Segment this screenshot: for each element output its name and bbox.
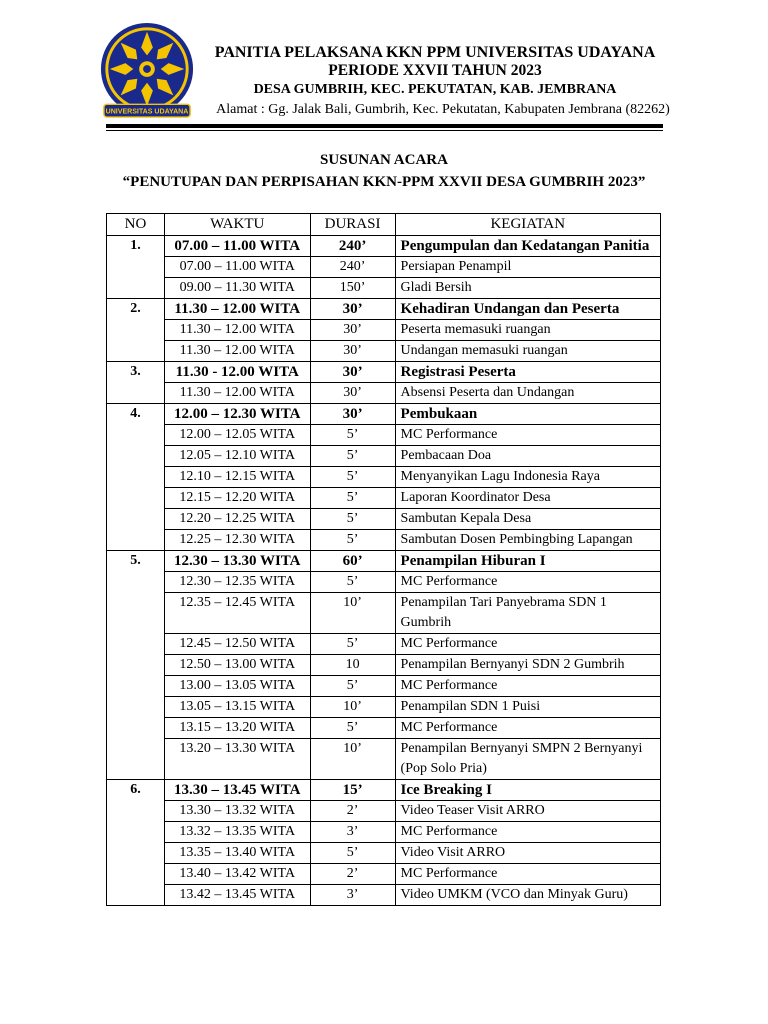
cell-durasi: 30’ xyxy=(310,362,395,383)
cell-waktu: 13.00 – 13.05 WITA xyxy=(164,676,310,697)
letterhead-thick-rule xyxy=(106,124,663,128)
cell-kegiatan: Penampilan Tari Panyebrama SDN 1 Gumbrih xyxy=(395,593,660,634)
header-kegiatan: KEGIATAN xyxy=(395,214,660,236)
cell-durasi: 5’ xyxy=(310,530,395,551)
cell-kegiatan: Pembukaan xyxy=(395,404,660,425)
cell-kegiatan: MC Performance xyxy=(395,676,660,697)
cell-waktu: 13.30 – 13.32 WITA xyxy=(164,801,310,822)
table-row xyxy=(107,676,661,697)
cell-kegiatan: Absensi Peserta dan Undangan xyxy=(395,383,660,404)
cell-durasi: 2’ xyxy=(310,801,395,822)
cell-durasi: 30’ xyxy=(310,404,395,425)
cell-kegiatan: MC Performance xyxy=(395,572,660,593)
cell-no: 2. xyxy=(107,299,165,320)
cell-kegiatan: Penampilan Hiburan I xyxy=(395,551,660,572)
header-no: NO xyxy=(107,214,165,236)
table-row xyxy=(107,593,661,634)
table-row xyxy=(107,843,661,864)
cell-kegiatan: Pembacaan Doa xyxy=(395,446,660,467)
cell-waktu: 11.30 – 12.00 WITA xyxy=(164,320,310,341)
schedule-table xyxy=(106,213,661,906)
cell-no: 5. xyxy=(107,551,165,572)
table-row xyxy=(107,236,661,257)
cell-waktu: 12.50 – 13.00 WITA xyxy=(164,655,310,676)
cell-no xyxy=(107,801,165,822)
cell-durasi: 5’ xyxy=(310,718,395,739)
cell-waktu: 13.40 – 13.42 WITA xyxy=(164,864,310,885)
cell-no: 6. xyxy=(107,780,165,801)
cell-durasi: 30’ xyxy=(310,341,395,362)
cell-waktu: 13.42 – 13.45 WITA xyxy=(164,885,310,906)
cell-no xyxy=(107,446,165,467)
cell-waktu: 11.30 – 12.00 WITA xyxy=(164,299,310,320)
cell-no xyxy=(107,278,165,299)
cell-no xyxy=(107,530,165,551)
cell-durasi: 15’ xyxy=(310,780,395,801)
cell-kegiatan: Peserta memasuki ruangan xyxy=(395,320,660,341)
cell-no xyxy=(107,634,165,655)
cell-durasi: 5’ xyxy=(310,634,395,655)
cell-durasi: 5’ xyxy=(310,467,395,488)
cell-no xyxy=(107,572,165,593)
cell-waktu: 11.30 – 12.00 WITA xyxy=(164,341,310,362)
table-row xyxy=(107,299,661,320)
cell-kegiatan: Persiapan Penampil xyxy=(395,257,660,278)
cell-no xyxy=(107,383,165,404)
cell-waktu: 12.10 – 12.15 WITA xyxy=(164,467,310,488)
cell-waktu: 12.00 – 12.30 WITA xyxy=(164,404,310,425)
cell-kegiatan: Sambutan Kepala Desa xyxy=(395,509,660,530)
cell-no xyxy=(107,320,165,341)
cell-waktu: 12.05 – 12.10 WITA xyxy=(164,446,310,467)
cell-waktu: 13.30 – 13.45 WITA xyxy=(164,780,310,801)
table-row xyxy=(107,634,661,655)
cell-kegiatan: Undangan memasuki ruangan xyxy=(395,341,660,362)
cell-durasi: 5’ xyxy=(310,572,395,593)
cell-durasi: 10’ xyxy=(310,593,395,634)
table-row xyxy=(107,320,661,341)
cell-waktu: 13.15 – 13.20 WITA xyxy=(164,718,310,739)
cell-durasi: 3’ xyxy=(310,885,395,906)
cell-durasi: 30’ xyxy=(310,383,395,404)
table-row xyxy=(107,572,661,593)
logo-text: UNIVERSITAS UDAYANA xyxy=(105,108,189,116)
table-row xyxy=(107,425,661,446)
table-row xyxy=(107,383,661,404)
doc-subtitle: “PENUTUPAN DAN PERPISAHAN KKN-PPM XXVII DESA GUMBRIH 2023” xyxy=(122,174,646,190)
cell-durasi: 5’ xyxy=(310,843,395,864)
cell-waktu: 12.25 – 12.30 WITA xyxy=(164,530,310,551)
cell-kegiatan: Penampilan SDN 1 Puisi xyxy=(395,697,660,718)
cell-no xyxy=(107,509,165,530)
table-row xyxy=(107,488,661,509)
table-row xyxy=(107,885,661,906)
cell-durasi: 240’ xyxy=(310,236,395,257)
cell-no xyxy=(107,864,165,885)
letterhead xyxy=(170,44,700,119)
cell-kegiatan: MC Performance xyxy=(395,718,660,739)
cell-waktu: 12.30 – 12.35 WITA xyxy=(164,572,310,593)
cell-durasi: 150’ xyxy=(310,278,395,299)
cell-waktu: 12.30 – 13.30 WITA xyxy=(164,551,310,572)
cell-no xyxy=(107,425,165,446)
cell-no xyxy=(107,655,165,676)
cell-durasi: 30’ xyxy=(310,299,395,320)
doc-title: SUSUNAN ACARA xyxy=(320,152,448,168)
cell-durasi: 10’ xyxy=(310,739,395,780)
cell-no xyxy=(107,676,165,697)
letterhead-line3: DESA GUMBRIH, KEC. PEKUTATAN, KAB. JEMBRANA xyxy=(253,82,617,97)
cell-waktu: 12.45 – 12.50 WITA xyxy=(164,634,310,655)
cell-durasi: 5’ xyxy=(310,676,395,697)
cell-waktu: 11.30 – 12.00 WITA xyxy=(164,383,310,404)
table-row xyxy=(107,551,661,572)
cell-durasi: 30’ xyxy=(310,320,395,341)
cell-durasi: 5’ xyxy=(310,446,395,467)
cell-durasi: 10 xyxy=(310,655,395,676)
cell-kegiatan: Video Teaser Visit ARRO xyxy=(395,801,660,822)
cell-waktu: 09.00 – 11.30 WITA xyxy=(164,278,310,299)
letterhead-line1: PANITIA PELAKSANA KKN PPM UNIVERSITAS UDAYANA xyxy=(214,44,656,61)
table-row xyxy=(107,257,661,278)
cell-durasi: 10’ xyxy=(310,697,395,718)
cell-waktu: 13.32 – 13.35 WITA xyxy=(164,822,310,843)
cell-waktu: 12.15 – 12.20 WITA xyxy=(164,488,310,509)
cell-kegiatan: Penampilan Bernyanyi SDN 2 Gumbrih xyxy=(395,655,660,676)
cell-kegiatan: Gladi Bersih xyxy=(395,278,660,299)
table-row xyxy=(107,822,661,843)
cell-waktu: 07.00 – 11.00 WITA xyxy=(164,257,310,278)
cell-no: 3. xyxy=(107,362,165,383)
table-row xyxy=(107,404,661,425)
cell-durasi: 60’ xyxy=(310,551,395,572)
cell-kegiatan: Menyanyikan Lagu Indonesia Raya xyxy=(395,467,660,488)
cell-durasi: 240’ xyxy=(310,257,395,278)
cell-no xyxy=(107,843,165,864)
table-row xyxy=(107,864,661,885)
cell-no xyxy=(107,257,165,278)
table-row xyxy=(107,530,661,551)
cell-waktu: 12.00 – 12.05 WITA xyxy=(164,425,310,446)
table-header-row xyxy=(107,214,661,236)
cell-no xyxy=(107,467,165,488)
cell-waktu: 07.00 – 11.00 WITA xyxy=(164,236,310,257)
cell-waktu: 12.20 – 12.25 WITA xyxy=(164,509,310,530)
letterhead-thin-rule xyxy=(106,130,663,131)
cell-waktu: 13.05 – 13.15 WITA xyxy=(164,697,310,718)
table-row xyxy=(107,341,661,362)
cell-durasi: 3’ xyxy=(310,822,395,843)
cell-kegiatan: Kehadiran Undangan dan Peserta xyxy=(395,299,660,320)
cell-kegiatan: Penampilan Bernyanyi SMPN 2 Bernyanyi (Pop Solo Pria) xyxy=(395,739,660,780)
table-row xyxy=(107,509,661,530)
cell-durasi: 5’ xyxy=(310,509,395,530)
cell-kegiatan: MC Performance xyxy=(395,864,660,885)
cell-durasi: 2’ xyxy=(310,864,395,885)
cell-no xyxy=(107,822,165,843)
cell-no xyxy=(107,341,165,362)
cell-kegiatan: Sambutan Dosen Pembingbing Lapangan xyxy=(395,530,660,551)
cell-kegiatan: Pengumpulan dan Kedatangan Panitia xyxy=(395,236,660,257)
cell-waktu: 13.35 – 13.40 WITA xyxy=(164,843,310,864)
cell-waktu: 11.30 - 12.00 WITA xyxy=(164,362,310,383)
cell-kegiatan: Video UMKM (VCO dan Minyak Guru) xyxy=(395,885,660,906)
cell-durasi: 5’ xyxy=(310,425,395,446)
cell-kegiatan: Registrasi Peserta xyxy=(395,362,660,383)
header-durasi: DURASI xyxy=(310,214,395,236)
cell-kegiatan: Laporan Koordinator Desa xyxy=(395,488,660,509)
cell-no: 4. xyxy=(107,404,165,425)
table-row xyxy=(107,467,661,488)
cell-kegiatan: Ice Breaking I xyxy=(395,780,660,801)
cell-no xyxy=(107,885,165,906)
cell-kegiatan: MC Performance xyxy=(395,634,660,655)
cell-waktu: 12.35 – 12.45 WITA xyxy=(164,593,310,634)
table-row xyxy=(107,780,661,801)
cell-waktu: 13.20 – 13.30 WITA xyxy=(164,739,310,780)
table-row xyxy=(107,655,661,676)
cell-no: 1. xyxy=(107,236,165,257)
table-row xyxy=(107,362,661,383)
table-row xyxy=(107,446,661,467)
cell-kegiatan: MC Performance xyxy=(395,425,660,446)
letterhead-address: Alamat : Gg. Jalak Bali, Gumbrih, Kec. Pekutatan, Kabupaten Jembrana (82262) xyxy=(216,102,670,117)
cell-no xyxy=(107,697,165,718)
table-row xyxy=(107,718,661,739)
table-row xyxy=(107,278,661,299)
table-row xyxy=(107,739,661,780)
cell-kegiatan: MC Performance xyxy=(395,822,660,843)
cell-no xyxy=(107,488,165,509)
cell-no xyxy=(107,739,165,780)
letterhead-line2: PERIODE XXVII TAHUN 2023 xyxy=(328,62,542,79)
table-row xyxy=(107,697,661,718)
cell-kegiatan: Video Visit ARRO xyxy=(395,843,660,864)
cell-no xyxy=(107,718,165,739)
cell-durasi: 5’ xyxy=(310,488,395,509)
table-row xyxy=(107,801,661,822)
header-waktu: WAKTU xyxy=(164,214,310,236)
cell-no xyxy=(107,593,165,634)
